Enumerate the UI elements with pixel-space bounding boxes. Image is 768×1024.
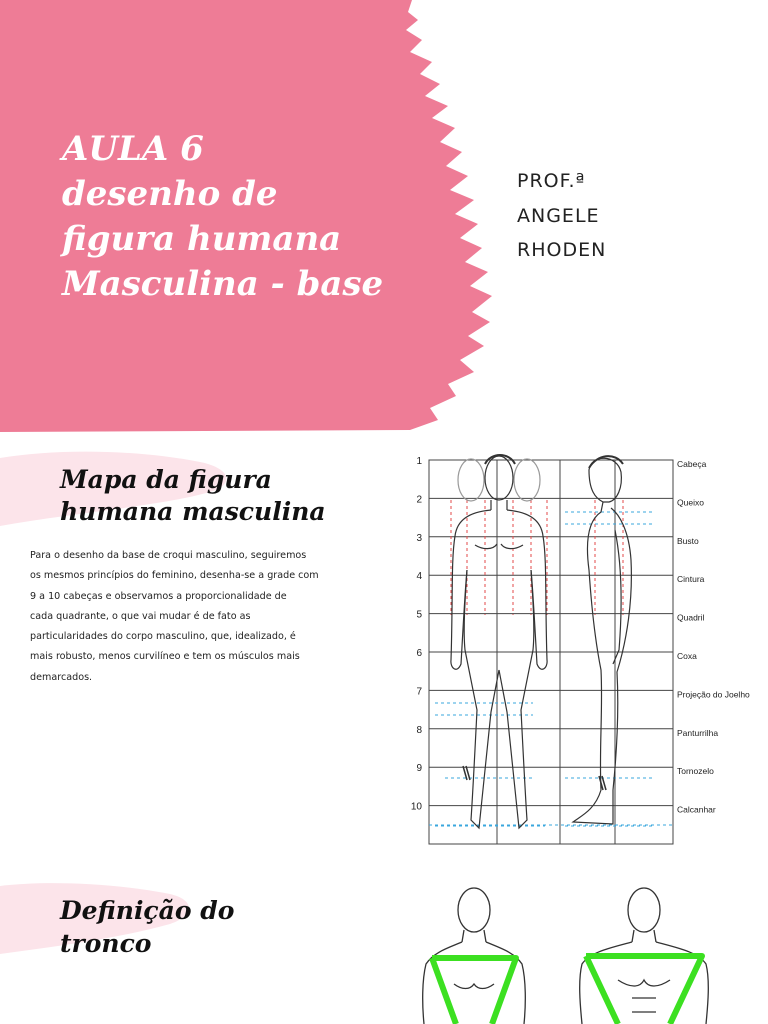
section1-accent-stroke xyxy=(0,440,240,550)
title-line-2: desenho de xyxy=(62,174,278,214)
section2-heading-line-2: tronco xyxy=(60,929,152,958)
row-number: 2 xyxy=(416,494,422,506)
row-label: Coxa xyxy=(677,651,697,661)
author-line-2: ANGELE xyxy=(517,205,600,227)
title-line-4: Masculina - base xyxy=(62,264,384,304)
title-line-1: AULA 6 xyxy=(62,129,204,169)
row-label: Calcanhar xyxy=(677,804,716,815)
row-label: Cabeça xyxy=(677,459,707,469)
side-figure-drawing xyxy=(573,456,631,824)
torso-green-guides xyxy=(432,956,702,1024)
paragraph-line: particularidades do corpo masculino, que, idealizado, é xyxy=(30,631,296,643)
author-line-3: RHODEN xyxy=(517,239,607,261)
section1-paragraph xyxy=(30,546,360,688)
section1-heading-line-2: humana masculina xyxy=(60,497,326,526)
row-label: Tornozelo xyxy=(677,766,714,777)
paragraph-line: cada quadrante, o que vai mudar é de fato as xyxy=(30,610,251,622)
torso-definition-illustration xyxy=(410,880,740,1024)
paragraph-line: mais robusto, menos curvilíneo e tem os músculos mais xyxy=(30,651,300,663)
paragraph-line: 9 a 10 cabeças e observamos a proporcionalidade de xyxy=(30,590,287,602)
section1-heading-line-1: Mapa da figura xyxy=(60,465,272,494)
row-number: 10 xyxy=(410,801,422,813)
author-line-1: PROF.ª xyxy=(517,170,586,192)
row-label: Panturrilha xyxy=(677,727,719,738)
row-number: 5 xyxy=(416,609,422,621)
row-label: Projeção do Joelho xyxy=(677,689,750,700)
row-number: 4 xyxy=(416,571,422,583)
row-label: Cintura xyxy=(677,574,705,585)
row-number: 1 xyxy=(416,456,422,467)
paragraph-line: os mesmos princípios do feminino, desenha-se a grade com xyxy=(30,570,319,582)
proportion-grid-figure xyxy=(405,450,765,850)
row-numbers xyxy=(411,456,423,813)
row-number: 3 xyxy=(416,532,422,544)
row-number: 9 xyxy=(416,763,422,775)
paragraph-line: Para o desenho da base de croqui masculino, seguiremos xyxy=(30,550,307,561)
row-label: Quadril xyxy=(677,612,705,623)
row-number: 6 xyxy=(416,648,422,659)
paragraph-line: demarcados. xyxy=(30,671,93,683)
row-label: Busto xyxy=(677,535,699,546)
row-number: 8 xyxy=(416,724,422,736)
title-line-3: figura humana xyxy=(62,219,342,259)
section2-heading-line-1: Definição do xyxy=(60,896,235,925)
row-number: 7 xyxy=(416,686,422,698)
row-labels xyxy=(677,459,750,815)
row-label: Queixo xyxy=(677,497,704,508)
